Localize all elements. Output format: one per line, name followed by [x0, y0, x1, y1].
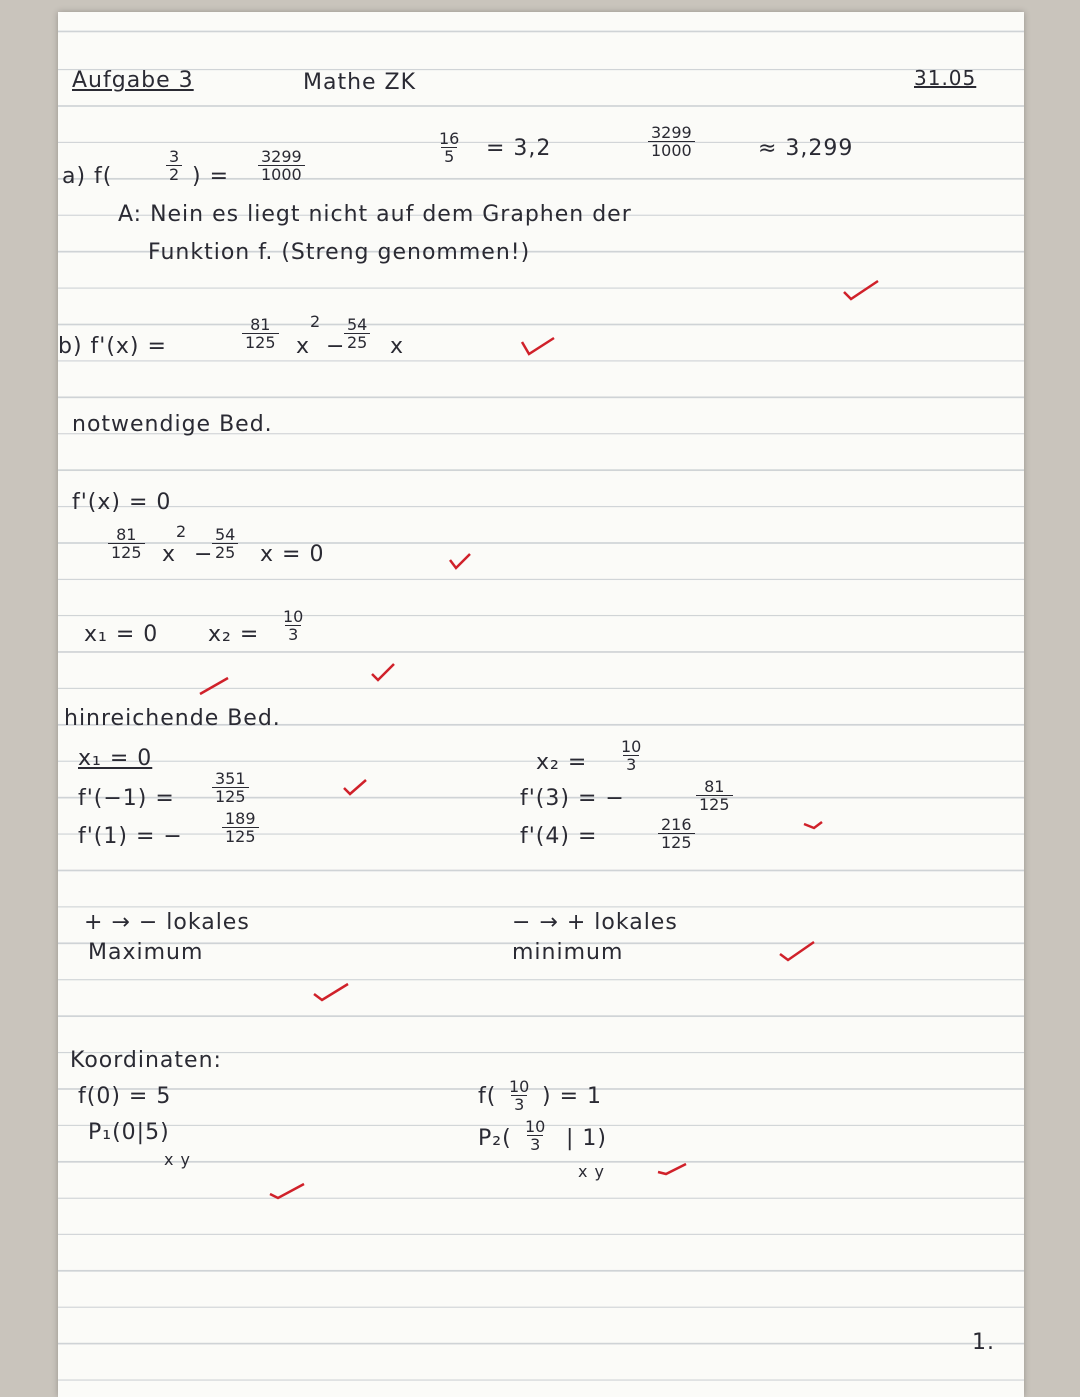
date: 31.05 — [914, 66, 977, 90]
right-coordinate-value: ) = 1 — [542, 1084, 602, 1109]
root-x2-label: x₂ = — [208, 622, 260, 647]
side-fraction-2: $\frac{3299}{1000}$ — [648, 124, 695, 159]
page-number: 1. — [972, 1330, 995, 1355]
check-mark-icon — [268, 1178, 308, 1202]
check-mark-icon — [312, 980, 352, 1004]
point-p1: P₁(0|5) — [88, 1120, 170, 1145]
right-fraction-2: $\frac{216}{125}$ — [658, 816, 695, 851]
root-x2-fraction: $\frac{10}{3}$ — [283, 607, 304, 644]
task-title: Aufgabe 3 — [72, 68, 194, 93]
right-coordinate-prefix: f( — [478, 1084, 497, 1109]
equation-coef-2: $\frac{54}{25}$ — [212, 526, 238, 561]
left-fraction-1: $\frac{351}{125}$ — [212, 770, 249, 805]
p2-axis-labels: x y — [578, 1162, 606, 1181]
left-coordinate-value: f(0) = 5 — [78, 1084, 172, 1109]
check-mark-icon — [656, 1158, 696, 1182]
check-mark-icon — [778, 940, 818, 964]
right-result: minimum — [512, 940, 624, 965]
answer-line-2: Funktion f. (Streng genommen!) — [148, 240, 531, 265]
check-mark-icon — [340, 776, 380, 800]
answer-line-1: A: Nein es liegt nicht auf dem Graphen der — [118, 202, 632, 227]
part-a-arg-fraction: $\frac{3}{2}$ — [166, 148, 182, 183]
right-head-fraction: $\frac{10}{3}$ — [621, 737, 642, 774]
derivative-coef-2: $\frac{54}{25}$ — [344, 316, 370, 351]
check-mark-icon — [520, 334, 560, 358]
right-line-1: f'(3) = − — [520, 786, 625, 811]
side-approx: ≈ 3,299 — [758, 136, 854, 161]
right-sign-change: − → + lokales — [512, 910, 678, 935]
root-x1: x₁ = 0 — [84, 622, 159, 647]
derivative-x1: x — [390, 334, 405, 359]
equation-coef-1: $\frac{81}{125}$ — [108, 526, 145, 561]
derivative-minus: − — [326, 334, 346, 359]
left-line-2: f'(1) = − — [78, 824, 183, 849]
p1-axis-labels: x y — [164, 1150, 192, 1169]
point-p2-prefix: P₂( — [478, 1126, 512, 1151]
notebook-page — [58, 12, 1024, 1397]
condition-equation: f'(x) = 0 — [72, 490, 172, 515]
point-p2-suffix: | 1) — [566, 1126, 607, 1151]
sufficient-condition-title: hinreichende Bed. — [64, 706, 281, 731]
check-mark-icon — [800, 812, 840, 836]
necessary-condition-title: notwendige Bed. — [72, 412, 273, 437]
part-a-label: a) f( — [62, 164, 113, 189]
part-a-value-fraction: $\frac{3299}{1000}$ — [258, 148, 305, 183]
right-fraction-1: $\frac{81}{125}$ — [696, 778, 733, 813]
derivative-coef-1: $\frac{81}{125}$ — [242, 316, 279, 351]
equation-x2: x — [162, 542, 177, 567]
point-p2-fraction: $\frac{10}{3}$ — [525, 1117, 546, 1154]
part-a-equals: ) = — [192, 164, 230, 189]
derivative-exponent: 2 — [310, 312, 322, 331]
subject-title: Mathe ZK — [303, 70, 417, 95]
equation-rest: x = 0 — [260, 542, 325, 567]
left-fraction-2: $\frac{189}{125}$ — [222, 810, 259, 845]
left-sign-change: + → − lokales — [84, 910, 250, 935]
equation-exponent: 2 — [176, 522, 188, 541]
check-mark-icon — [198, 674, 238, 698]
side-equals: = 3,2 — [486, 136, 552, 161]
coordinates-title: Koordinaten: — [70, 1048, 222, 1073]
side-fraction: $\frac{16}{5}$ — [439, 129, 460, 166]
part-b-label: b) f'(x) = — [58, 334, 167, 359]
check-mark-icon — [368, 660, 408, 684]
right-head: x₂ = — [536, 750, 588, 775]
right-line-2: f'(4) = — [520, 824, 598, 849]
check-mark-icon — [842, 278, 882, 302]
derivative-x2: x — [296, 334, 311, 359]
left-head: x₁ = 0 — [78, 746, 153, 771]
right-coordinate-fraction: $\frac{10}{3}$ — [509, 1077, 530, 1114]
check-mark-icon — [446, 550, 486, 574]
equation-minus: − — [194, 542, 214, 567]
left-line-1: f'(−1) = — [78, 786, 175, 811]
left-result: Maximum — [88, 940, 204, 965]
